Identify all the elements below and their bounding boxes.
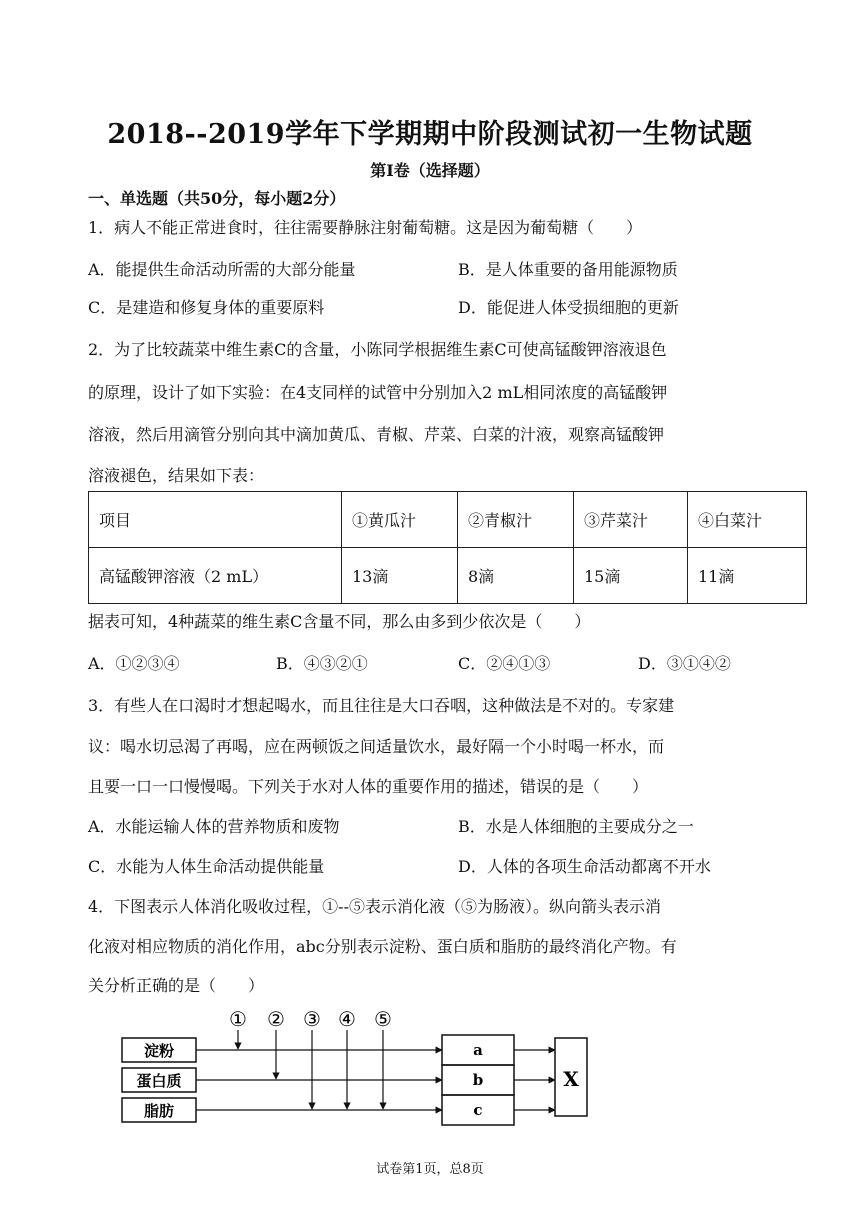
question-2-option-c: C．②④①③: [458, 654, 551, 673]
question-1-option-b: B．是人体重要的备用能源物质: [458, 260, 678, 279]
page-title: 2018--2019学年下学期期中阶段测试初一生物试题: [107, 119, 753, 150]
table-header-cell: ②青椒汁: [458, 492, 574, 548]
question-3-option-b: B．水是人体细胞的主要成分之一: [458, 817, 694, 836]
juice-label: ②: [267, 1007, 285, 1031]
table-header-cell: ①黄瓜汁: [342, 492, 458, 548]
question-2-option-d: D．③①④②: [638, 654, 731, 673]
question-3-option-c: C．水能为人体生命活动提供能量: [88, 857, 325, 876]
substance-label: 脂肪: [143, 1102, 175, 1120]
substance-label: 蛋白质: [136, 1072, 182, 1090]
product-label: c: [473, 1101, 483, 1119]
table-cell: 11滴: [688, 548, 807, 604]
product-label: b: [472, 1071, 484, 1089]
table-header-cell: ③芹菜汁: [574, 492, 688, 548]
section-heading: 一、单选题（共50分，每小题2分）: [88, 189, 346, 208]
question-1-option-c: C．是建造和修复身体的重要原料: [88, 298, 325, 317]
question-3-option-a: A．水能运输人体的营养物质和废物: [88, 817, 340, 836]
table-header-cell: 项目: [89, 492, 342, 548]
product-label: a: [473, 1041, 483, 1059]
table-header-cell: ④白菜汁: [688, 492, 807, 548]
question-2-option-b: B．④③②①: [276, 654, 368, 673]
question-3-line: 且要一口一口慢慢喝。下列关于水对人体的重要作用的描述，错误的是（ ）: [88, 777, 649, 796]
table-header-row: [89, 492, 807, 548]
question-2-option-a: A．①②③④: [88, 654, 180, 673]
question-3-line: 议：喝水切忌渴了再喝，应在两顿饭之间适量饮水，最好隔一个小时喝一杯水，而: [88, 737, 665, 756]
question-2-line: 的原理，设计了如下实验：在4支同样的试管中分别加入2 mL相同浓度的高锰酸钾: [88, 383, 668, 402]
question-4-line: 化液对相应物质的消化作用，abc分别表示淀粉、蛋白质和脂肪的最终消化产物。有: [88, 937, 677, 956]
table-cell: 15滴: [574, 548, 688, 604]
table-cell: 8滴: [458, 548, 574, 604]
substance-label: 淀粉: [143, 1042, 175, 1060]
table-cell: 13滴: [342, 548, 458, 604]
question-1-option-a: A．能提供生命活动所需的大部分能量: [88, 260, 356, 279]
destination-label: X: [563, 1067, 579, 1091]
table-row: [89, 548, 807, 604]
table-cell: 高锰酸钾溶液（2 mL）: [89, 548, 342, 604]
question-4-line: 4．下图表示人体消化吸收过程，①--⑤表示消化液（⑤为肠液）。纵向箭头表示消: [88, 897, 661, 916]
page-footer: 试卷第1页，总8页: [376, 1162, 484, 1177]
section-subtitle: 第Ⅰ卷（选择题）: [370, 161, 490, 180]
juice-label: ①: [229, 1007, 247, 1031]
juice-label: ⑤: [374, 1007, 392, 1031]
digestion-diagram: [118, 1002, 598, 1128]
question-4-line: 关分析正确的是（ ）: [88, 976, 265, 995]
juice-label: ③: [303, 1007, 321, 1031]
question-2-line: 溶液褪色，结果如下表：: [88, 466, 265, 485]
question-1-stem: 1．病人不能正常进食时，往往需要静脉注射葡萄糖。这是因为葡萄糖（ ）: [88, 218, 643, 237]
question-3-line: 3．有些人在口渴时才想起喝水，而且往往是大口吞咽，这种做法是不对的。专家建: [88, 696, 675, 715]
question-2-line: 2．为了比较蔬菜中维生素C的含量，小陈同学根据维生素C可使高锰酸钾溶液退色: [88, 340, 667, 359]
juice-label: ④: [338, 1007, 356, 1031]
question-2-question: 据表可知，4种蔬菜的维生素C含量不同，那么由多到少依次是（ ）: [88, 612, 591, 631]
question-2-line: 溶液，然后用滴管分别向其中滴加黄瓜、青椒、芹菜、白菜的汁液，观察高锰酸钾: [88, 425, 665, 444]
experiment-table: [88, 491, 807, 604]
question-3-option-d: D．人体的各项生命活动都离不开水: [458, 857, 711, 876]
question-1-option-d: D．能促进人体受损细胞的更新: [458, 298, 679, 317]
